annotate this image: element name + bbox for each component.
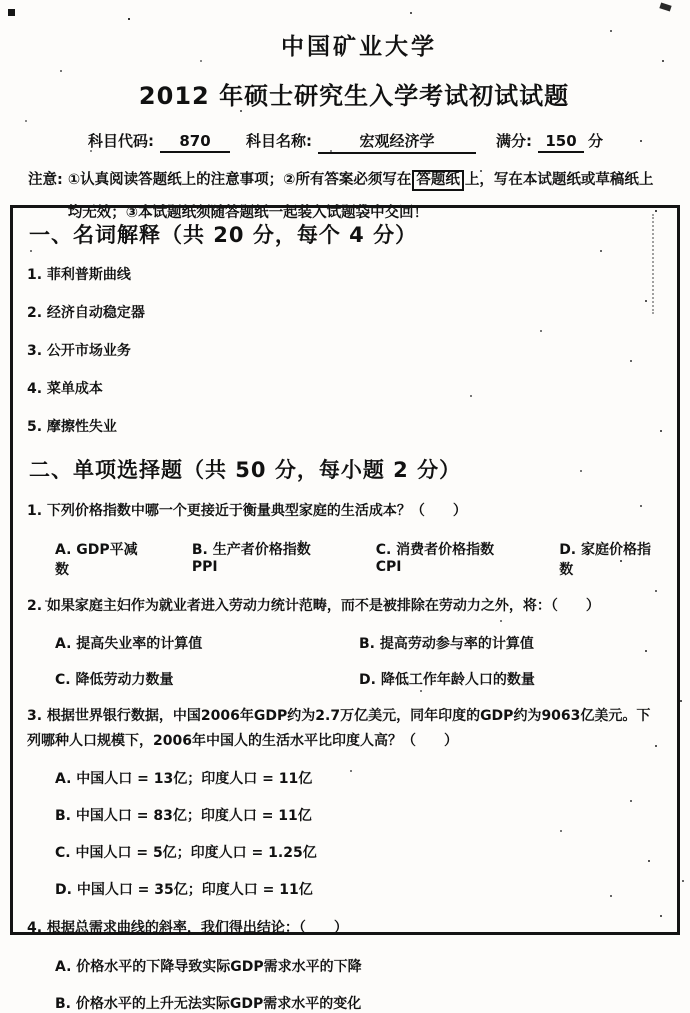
option-a: A. 提高失业率的计算值: [55, 636, 203, 652]
question-1: [25, 499, 663, 579]
question-2: [25, 594, 663, 690]
option-a: A. 价格水平的下降导致实际GDP需求水平的下降: [55, 958, 362, 975]
score-unit: 分: [588, 132, 604, 150]
question-options: [25, 539, 663, 579]
option-c: C. 降低劳动力数量: [55, 672, 174, 688]
notice-line1-part1: ①认真阅读答题纸上的注意事项；②所有答案必须写在: [67, 172, 412, 188]
question-stem: 3. 根据世界银行数据，中国2006年GDP约为2.7万亿美元，同年印度的GDP约为9063亿美元。下列哪种人口规模下，2006年中国人的生活水平比印度人高？（ ）: [27, 708, 651, 749]
questions-box: [10, 205, 680, 1012]
subject-code-label: 科目代码:: [88, 132, 154, 150]
section-2-heading: 二、单项选择题（共 50 分，每小题 2 分）: [29, 458, 462, 482]
question-3: [25, 704, 663, 899]
option-c: C. 中国人口 = 5亿；印度人口 = 1.25亿: [55, 845, 317, 861]
term-item: 5. 摩擦性失业: [27, 419, 117, 435]
option-b: B. 价格水平的上升无法实际GDP需求水平的变化: [55, 995, 362, 1012]
option-d: D. 降低工作年龄人口的数量: [359, 672, 535, 688]
scan-noise-speckles: [0, 0, 2, 2]
option-d: D. 家庭价格指数: [559, 541, 652, 578]
notice-boxed-term: 答题纸: [412, 170, 464, 191]
notice-line1-part2: 上，写在本试题纸或草稿纸上: [464, 172, 654, 188]
term-item: 1. 菲利普斯曲线: [27, 267, 131, 283]
scan-artifact-top-right: [659, 2, 671, 11]
option-a: A. GDP平减数: [55, 541, 138, 578]
option-c: C. 消费者价格指数CPI: [375, 541, 495, 575]
exam-title: 2012 年硕士研究生入学考试初试试题: [138, 82, 570, 110]
option-b: B. 中国人口 = 83亿；印度人口 = 11亿: [55, 808, 312, 824]
subject-meta-line: [88, 130, 690, 154]
question-stem: 4. 根据总需求曲线的斜率，我们得出结论：（ ）: [27, 920, 348, 936]
full-score-value: 150: [538, 132, 584, 153]
subject-name-label: 科目名称:: [246, 132, 312, 150]
option-b: B. 生产者价格指数PPI: [191, 541, 311, 575]
notice-line2: 均无效；③本试题纸须随答题纸一起装入试题袋中交回！: [67, 204, 429, 221]
university-name: 中国矿业大学: [281, 34, 437, 60]
full-score-label: 满分:: [496, 132, 532, 150]
notice-label: 注意:: [28, 172, 63, 188]
question-options: [25, 633, 663, 689]
question-stem: 1. 下列价格指数中哪一个更接近于衡量典型家庭的生活成本？（ ）: [27, 503, 467, 519]
term-item: 4. 菜单成本: [27, 381, 103, 397]
subject-name-value: 宏观经济学: [318, 130, 476, 154]
subject-code-value: 870: [160, 132, 230, 153]
section-1-heading: 一、名词解释（共 20 分，每个 4 分）: [29, 223, 418, 247]
question-4: [25, 916, 663, 1013]
option-a: A. 中国人口 = 13亿；印度人口 = 11亿: [55, 771, 313, 787]
option-d: D. 中国人口 = 35亿；印度人口 = 11亿: [55, 882, 313, 898]
option-b: B. 提高劳动参与率的计算值: [359, 636, 534, 652]
term-item: 3. 公开市场业务: [27, 343, 131, 359]
scan-artifact-top-left: [8, 9, 15, 16]
term-item: 2. 经济自动稳定器: [27, 305, 145, 321]
question-stem: 2. 如果家庭主妇作为就业者进入劳动力统计范畴，而不是被排除在劳动力之外，将：（ ）: [27, 597, 600, 614]
